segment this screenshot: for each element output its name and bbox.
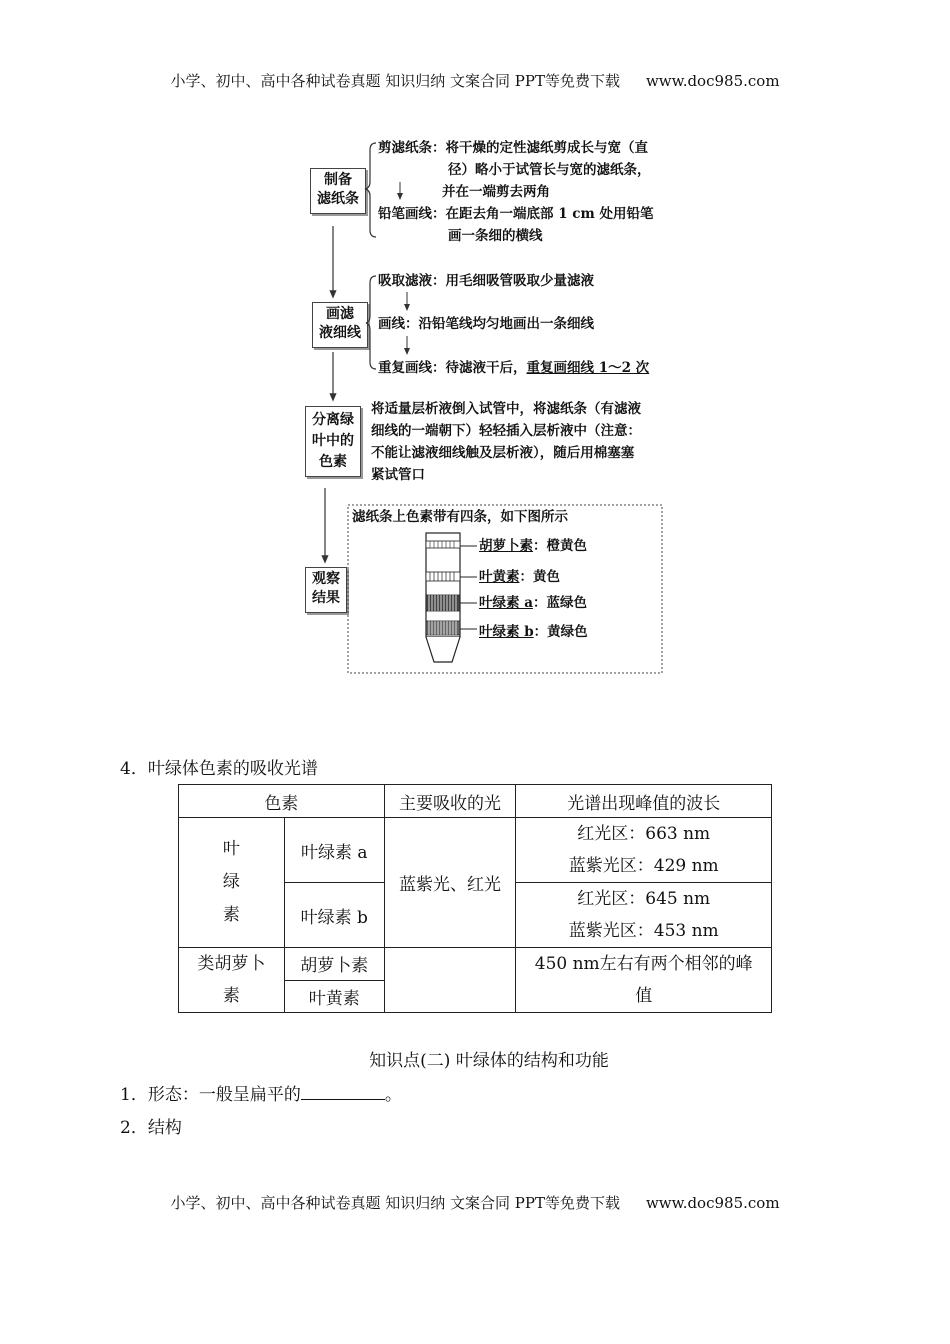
- paper-strip-diagram: [426, 533, 477, 662]
- knowledge2-item2: 2．结构: [120, 1118, 182, 1138]
- step3-label-line: 叶中的: [312, 433, 354, 449]
- cell-car-peak: [516, 948, 772, 1013]
- chlorophyll-group-char: 绿: [222, 872, 240, 892]
- cell-chla-peak: [516, 818, 772, 883]
- band3-color: ：蓝绿色: [532, 595, 587, 611]
- band4-name: 叶绿素 b: [479, 624, 534, 640]
- item1-pre: 1．形态：一般呈扁平的: [120, 1085, 301, 1105]
- brace-step2: [366, 276, 376, 369]
- step4-label-line: 结果: [312, 590, 340, 606]
- footer-text: 小学、初中、高中各种试卷真题 知识归纳 文案合同 PPT等免费下载: [170, 1194, 620, 1212]
- chlorophyll-group-char: 素: [222, 905, 240, 925]
- chla-red-peak: 红光区：663 nm: [577, 824, 711, 844]
- band3-label: [479, 592, 587, 614]
- step1-cut-line3: 并在一端剪去两角: [442, 184, 550, 200]
- step1-label-line: 制备: [324, 172, 352, 188]
- band1-name: 胡萝卜素: [479, 538, 533, 554]
- car-peak-line: 值: [635, 986, 653, 1006]
- band3-name: 叶绿素 a: [479, 595, 533, 611]
- band4-color: ：黄绿色: [533, 624, 588, 640]
- band2-name: 叶黄素: [479, 569, 520, 585]
- th-peak: 光谱出现峰值的波长: [516, 785, 772, 818]
- brace-step1: [365, 143, 376, 237]
- cell-car-light: [384, 948, 516, 1013]
- step1-label-line: 滤纸条: [317, 191, 359, 207]
- carotenoid-group-line: 类胡萝卜: [197, 954, 266, 974]
- cell-chl-light: 蓝紫光、红光: [384, 818, 516, 948]
- step3-label-line: 色素: [319, 454, 347, 470]
- band-xanthophyll: [426, 572, 460, 581]
- step3-line1: 将适量层析液倒入试管中，将滤纸条（有滤液: [371, 401, 641, 417]
- footer-site: www.doc985.com: [645, 1194, 780, 1212]
- header-site: www.doc985.com: [645, 72, 780, 90]
- band1-color: ：橙黄色: [533, 538, 587, 554]
- step1-draw-line2: 画一条细的横线: [448, 228, 543, 244]
- step2-draw: 画线：沿铅笔线均匀地画出一条细线: [378, 316, 594, 332]
- chlorophyll-group-char: 叶: [222, 839, 240, 859]
- cell-xanthophyll: 叶黄素: [284, 980, 384, 1013]
- step2-label-line: 液细线: [319, 325, 361, 341]
- car-peak-line: 450 nm左右有两个相邻的峰: [534, 954, 753, 974]
- carotenoid-group-line: 素: [222, 986, 240, 1006]
- step3-line2: 细线的一端朝下）轻轻插入层析液中（注意：: [371, 423, 641, 439]
- chlb-blue-peak: 蓝紫光区：453 nm: [568, 921, 719, 941]
- band-chlorophyll-b: [426, 621, 460, 635]
- step3-line3: 不能让滤液细线触及层析液），随后用棉塞塞: [371, 445, 635, 461]
- band1-label: [479, 535, 587, 557]
- th-light: 主要吸收的光: [384, 785, 516, 818]
- carotenoid-group-cell: [179, 948, 285, 1013]
- result-dotted-box: [348, 505, 662, 673]
- step2-repeat: [378, 357, 649, 379]
- step1-draw-line1: 铅笔画线：在距去角一端底部 1 cm 处用铅笔: [378, 206, 654, 222]
- cell-chla: 叶绿素 a: [284, 818, 384, 883]
- knowledge2-item1: [120, 1080, 402, 1105]
- cell-carotene: 胡萝卜素: [284, 948, 384, 981]
- step2-absorb: 吸取滤液：用毛细吸管吸取少量滤液: [378, 273, 594, 289]
- header-text: 小学、初中、高中各种试卷真题 知识归纳 文案合同 PPT等免费下载: [170, 72, 620, 90]
- band2-color: ：黄色: [519, 569, 560, 585]
- band4-label: [479, 621, 588, 643]
- step2-label-line: 画滤: [326, 306, 354, 322]
- chlb-red-peak: 红光区：645 nm: [577, 889, 711, 909]
- result-title: 滤纸条上色素带有四条，如下图所示: [352, 509, 568, 525]
- chla-blue-peak: 蓝紫光区：429 nm: [568, 856, 719, 876]
- step2-repeat-pre: 重复画线：待滤液干后，: [378, 360, 527, 376]
- chlorophyll-group-cell: [179, 818, 285, 948]
- th-pigment: 色素: [179, 785, 385, 818]
- step2-repeat-underlined: 重复画细线 1～2 次: [526, 360, 650, 376]
- band-carotene: [426, 541, 460, 548]
- step4-label-line: 观察: [312, 571, 340, 587]
- cell-chlb: 叶绿素 b: [284, 883, 384, 948]
- page-footer: [0, 1192, 950, 1213]
- cell-chlb-peak: [516, 883, 772, 948]
- item1-post: 。: [384, 1085, 402, 1105]
- step3-label-line: 分离绿: [312, 412, 354, 428]
- absorption-table: [178, 784, 772, 1013]
- band-chlorophyll-a: [426, 595, 460, 611]
- step1-cut-line1: 剪滤纸条：将干燥的定性滤纸剪成长与宽（直: [378, 140, 648, 156]
- knowledge2-title: 知识点(二) 叶绿体的结构和功能: [369, 1051, 609, 1071]
- step3-line4: 紧试管口: [371, 467, 425, 483]
- band2-label: [479, 566, 560, 588]
- fill-blank[interactable]: [301, 1085, 385, 1100]
- section4-heading: 4．叶绿体色素的吸收光谱: [120, 759, 318, 779]
- step1-cut-line2: 径）略小于试管长与宽的滤纸条，: [448, 162, 651, 178]
